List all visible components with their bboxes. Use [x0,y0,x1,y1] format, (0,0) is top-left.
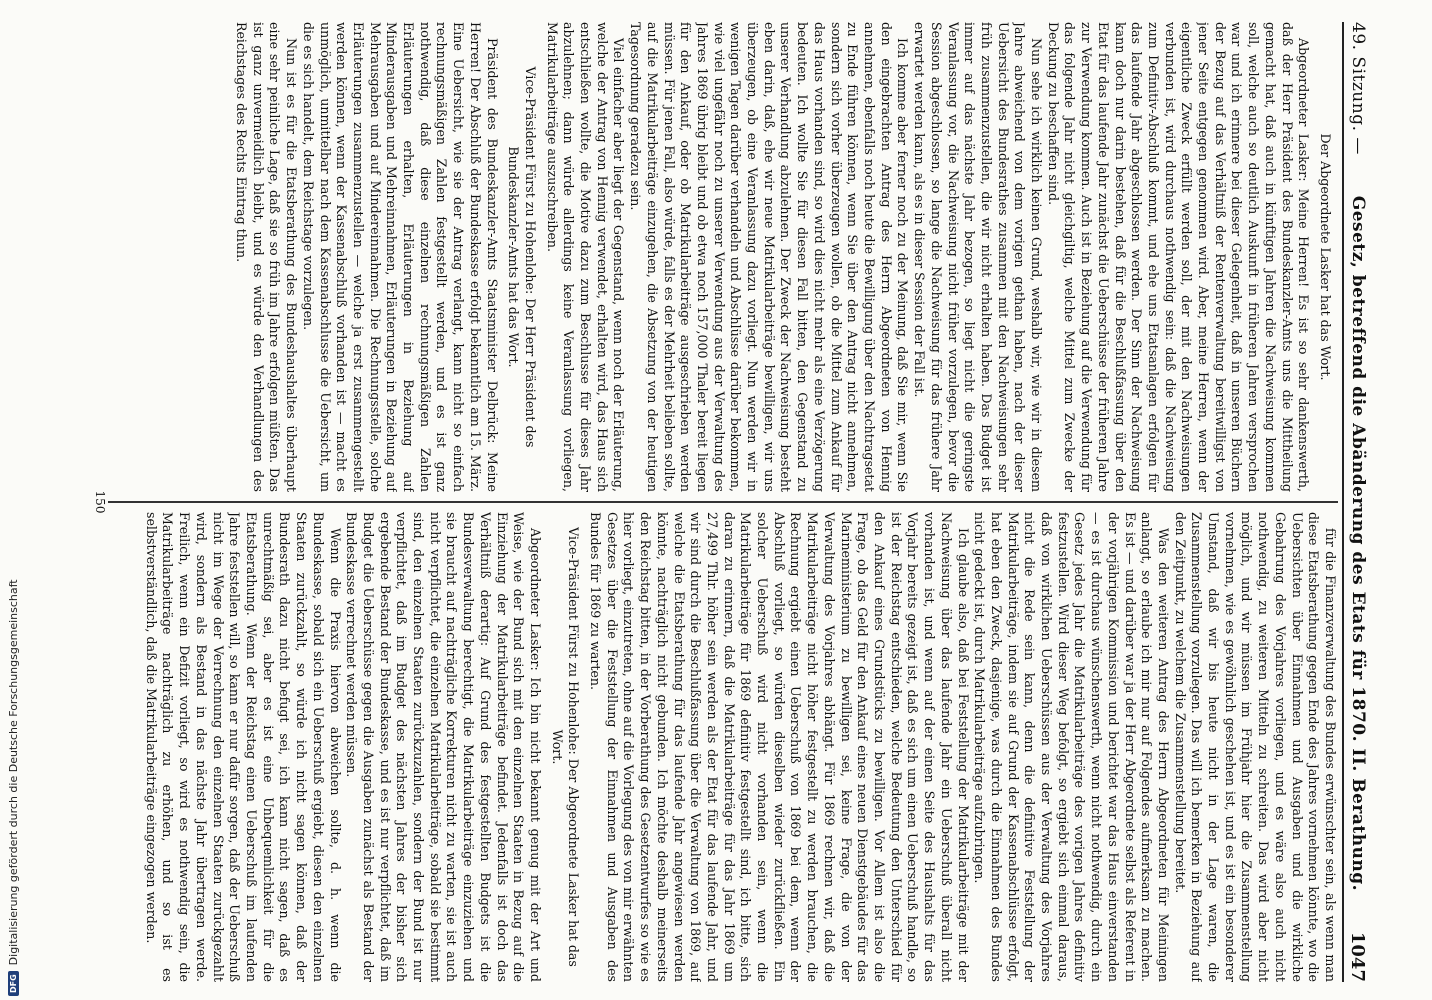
paragraph: Nun ist es für die Etatsberathung des Bundeshaushaltes überhaupt eine sehr peinliche Lage, daß sie so früh im Jahre erfolgen müßten. Das ist ganz unvermeidlich bleibt, und es würde den Verhandlungen des Reichstages des Rechts Eintrag thun. [234,22,300,492]
paragraph: Nun sehe ich wirklich keinen Grund, weshalb wir, wie wir in diesem Jahre abweichend von dem vorigen gethan haben, nach der dieser Uebersicht des Bundesrathes zusammen mit den Nachweisungen sehr früh zusammenzustellen, die wir nicht erhalten haben. Das Budget ist immer auf das nächste Jahr bezogen, so liegt nicht die geringste Veranlassung vor, die Nachweisung nicht früher vorzulegen, bevor die Session abgeschlossen, so lange die Nachweisung für das frühere Jahr erwartet werden kann, als es in dieser Session der Fall ist. [912,22,1045,492]
column-divider [108,501,1338,503]
left-column [108,22,1338,492]
digitization-credit [2,0,24,1000]
right-column [108,512,1338,982]
header-session: 49. Sitzung. — [1348,22,1368,155]
footer-folio: 150 [93,490,107,514]
page-content [92,22,1372,982]
speaker-line: Der Abgeordnete Lasker hat das Wort. [1318,133,1333,381]
paragraph: Viel einfacher aber liegt der Gegenstand, wenn noch der Erläuterung, welche der Antrag von Hennig verwendet, erhalten wird, das Haus sich entschließen wollte, die Motive dazu zum Beschlusse für dieses Jahr abzulehnen; dann würde allerdings keine Veranlassung vorliegen, Matrikularbeiträge auszuschreiben. [544,22,627,492]
paragraph: für die Finanzverwaltung des Bundes erwünschter sein, als wenn man diese Etatsberathung gegen Ende des Jahres vornehmen könnte, wo die Uebersichten über Einnahmen und Ausgaben und die wirkliche Gebahrung des Vorjahres vorliegen, und es wäre also auch nicht nothwendig, zu weiteren Mitteln zu schreiten. Das wird aber nicht möglich, und wir müssen im Frühjahr hier die Zusammenstellung vornehmen, wie es gewöhnlich geschehen ist, und es ist ein besonderer Umstand, daß wir bis heute nicht in der Lage waren, die Zusammenstellung vorzulegen. Das will ich bemerken in Beziehung auf den Zeitpunkt, zu welchem die Zusammenstellung bereitet. [1172,512,1338,982]
paragraph: Ich komme aber ferner noch zu der Meinung, daß Sie mir, wenn Sie den eingebrachten Antrag des Herrn Abgeordneten von Hennig annehmen, ebenfalls noch heute die Bewilligung über den Nachtragsetat zu Ende führen können, wenn Sie über den Antrag nicht annehmen, sondern sich vorher überzeugen wollen, ob die Mittel zum Ankauf für das Haus vorhanden sind, so wird dies nicht mehr als eine Verzögerung bedeuten. Ich wollte Sie für diesen Fall bitten, den Gegenstand zu unserer Verhandlung abzulehnen. Der Zweck der Nachweisung besteht eben darin, daß, ehe wir neue Matrikularbeiträge bewilligen, wir uns überzeugen, ob eine Veranlassung dazu vorliegt. Nun werden wir in wenigen Tagen darüber verhandeln und Abschlüsse darüber bekommen, wie viel ungefähr noch zu unserer Verwendung aus der Verwaltung des Jahres 1869 übrig bleibt und ob etwa noch 157,000 Thaler bereit liegen für den Ankauf, oder ob Matrikularbeiträge ausgeschrieben werden müssen. Für jenen Fall, also würde, falls es der Mehrheit belieben sollte, auf die Matrikularbeiträge einzugehen, die Absetzung von der heutigen Tagesordnung geradezu sein. [628,22,911,492]
header-page-number: 1047 [1347,931,1369,982]
paragraph: Was den weiteren Antrag des Herrn Abgeordneten für Meiningen anlangt, so erlaube ich mir nur auf Folgendes aufmerksam zu machen. Es ist — und darüber war ja der Herr Abgeordnete selbst als Referent in der vorjährigen Kommission und berichtet war das Haus einverstanden — es ist durchaus wünschenswerth, wenn nicht nothwendig, durch ein Gesetz jedes Jahr die Matrikularbeiträge des vorigen Jahres definitiv festzustellen. Wird dieser Weg befolgt, so ergiebt sich einmal daraus, daß von wirklichen Ueberschüssen aus der Verwaltung des Vorjahres nicht die Rede sein kann, denn die definitive Feststellung der Matrikularbeiträge, indem sie auf Grund der Kassenabschlüsse erfolgt, hat eben den Zweck, dasjenige, was durch die Einnahmen des Bundes nicht gedeckt ist, durch Matrikularbeiträge aufzubringen. [972,512,1171,982]
speaker-line: Vice-Präsident Fürst zu Hohenlohe: Der Herr Präsident des Bundeskanzler-Amts hat das Wort. [506,66,538,448]
paragraph: Abgeordneter Lasker: Ich bin nicht bekannt genug mit der Art und Weise, wie der Bund sich mit den einzelnen Staaten in Bezug auf die Einziehung der Matrikularbeiträge befindet. Jedenfalls ist doch das Verhältniß derartig: Auf Grund des festgestellten Budgets ist die Bundesverwaltung berechtigt, die Matrikularbeiträge einzuziehen und sie braucht auf nachträgliche Korrekturen nicht zu warten, sie ist auch nicht verpflichtet, die einzelnen Matrikularbeiträge, sobald sie bestimmt sind, den einzelnen Staaten zurückzuzahlen, sondern der Bund ist nur verpflichtet, daß im Budget des nächsten Jahres der bisher sich ergebende Bestand der Bundeskasse, und es ist nur verpflichtet, daß im Budget die Ueberschüsse gegen die Ausgaben zunächst als Bestand der Bundeskasse verrechnet werden müssen. [344,512,543,982]
paragraph: Abgeordneter Lasker: Meine Herren! Es ist so sehr dankenswerth, daß der Herr Präsident des Bundeskanzler-Amts uns die Mittheilung gemacht hat, daß auch in künftigen Jahren die Nachweisung kommen soll, welche auch so deutlich Auskunft in früheren Jahren versprochen war und ich erinnere bei dieser Gelegenheit, daß in unseren Büchern der Bezug auf das Verhältniß der Rentenverwaltung bereitwilligst von jener Seite entgegen genommen wird. Aber, meine Herren, wenn der eigentliche Zweck erfüllt werden soll, der mit den Nachweisungen verbunden ist, wird durchaus nothwendig sein: daß die Nachweisung zum Definitiv-Abschluß kommt, und ehe uns Etatsanlagen erfolgen für das laufende Jahr abgeschlossen werden. Der Sinn der Nachweisung kann doch nur darin bestehen, daß für die Beschlußfassung über den Etat für das laufende Jahr zunächst die Ueberschüsse der früheren Jahre zur Verwendung kommen. Auch ist in Beziehung auf die Verwendung für das folgende Jahr nicht gleichgiltig, welche Mittel zum Zwecke der Deckung zu beschaffen sind. [1045,22,1312,492]
paragraph: Präsident des Bundeskanzler-Amts Staatsminister Delbrück: Meine Herren! Der Abschluß der Bundeskasse erfolgt bekanntlich am 15. März. Eine Uebersicht, wie sie der Antrag verlangt, kann nicht so einfach rechnungsmäßigen Zahlen festgestellt werden, und es ist ganz nothwendig, daß diese einzelnen rechnungsmäßigen Zahlen Erläuterungen erhalten, Erläuterungen in Beziehung auf Minderausgaben und Mehreinnahmen, Erläuterungen in Beziehung auf Mehrausgaben und auf Mindereinnahmen. Die Rechnungsstelle, solche Erläuterungen zusammenzustellen — welche ja erst zusammengestellt werden können, wenn der Kassenabschluß vorhanden ist — macht es unmöglich, unmittelbar nach dem Kassenabschlusse die Uebersicht, um die es sich handelt, dem Reichstage vorzulegen. [300,22,500,492]
credit-text: Digitalisierung gefördert durch die Deutsche Forschungsgemeinschaft [6,579,20,966]
header-title: Gesetz, betreffend die Abänderung des Etats für 1870. II. Berathung. [1348,195,1368,892]
text-columns [108,22,1338,982]
dfg-logo: DFG [8,971,19,996]
paragraph: Wenn die Praxis hiervon abweichen sollte, d. h. wenn die Bundeskasse, sobald sich ein Ueberschuß ergiebt, diesen den einzelnen Staaten zurückzahlt, so würde ich nicht sagen können, daß der Bundesrath dazu nicht befugt sei, ich kann nicht sagen, daß es unrechtmäßig sei, aber es ist eine Unbequemlichkeit für die Etatsberathung. Wenn der Reichstag einen Ueberschuß im laufenden Jahre feststellen will, so kann er nur dafür sorgen, daß der Ueberschuß nicht im Wege der Verrechnung den einzelnen Staaten zurückgezahlt wird, sondern als Bestand in das nächste Jahr übertragen werde. Freilich, wenn ein Defizit vorliegt, so wird es nothwendig sein, die Matrikularbeiträge nachträglich zu erhöhen, und so ist es selbstverständlich, daß die Matrikularbeiträge eingezogen werden. [143,512,343,982]
paragraph: Ich glaube also, daß bei Feststellung der Matrikularbeiträge mit der Nachweisung über das laufende Jahr ein Ueberschuß überall nicht vorhanden ist, und wenn auf der einen Seite des Haushalts für das Vorjahr bereits gezeigt ist, daß es sich um einen Ueberschuß handle, so ist der Reichstag entschieden, welche Bedeutung den Unterschied für den Ankauf eines Grundstücks zu bewilligen. Vor Allem ist also die Frage, ob das Geld für den Ankauf eines neuen Dienstgebäudes für das Marineministerium zu bewilligen sei, keine Frage, die von der Verwaltung des Vorjahres abhängt. Für 1869 rechnen wir, daß die Matrikularbeiträge nicht höher festgestellt zu werden brauchen, die Rechnung ergiebt einen Ueberschuß von 1869 bei dem, wenn der Abschluß vorliegt, so würden dieselben wieder zurückfließen. Ein solcher Ueberschuß wird nicht vorhanden sein, wenn die Matrikularbeiträge für 1869 definitiv festgestellt sind, ich bitte, sich daran zu erinnern, daß die Matrikularbeiträge für das Jahr 1869 um 27,499 Thlr. höher sein werden als der Etat für das laufende Jahr, und wir sind durch die Beschlußfassung über die Verwaltung von 1869, auf welche die Etatsberathung für das laufende Jahr angewiesen werden könnte, nachträglich nicht gebunden. Ich möchte deshalb meinerseits den Reichstag bitten, in der Vorberathung des Gesetzentwurfes so wie es hier vorliegt, einzutreten, ohne auf die Vorlegung des von mir erwähnten Gesetzes über die Feststellung der Einnahmen und Ausgaben des Bundes für 1869 zu warten. [588,512,971,982]
running-header [1342,22,1372,982]
speaker-line: Vice-Präsident Fürst zu Hohenlohe: Der Abgeordnete Lasker hat das Wort. [549,527,582,967]
